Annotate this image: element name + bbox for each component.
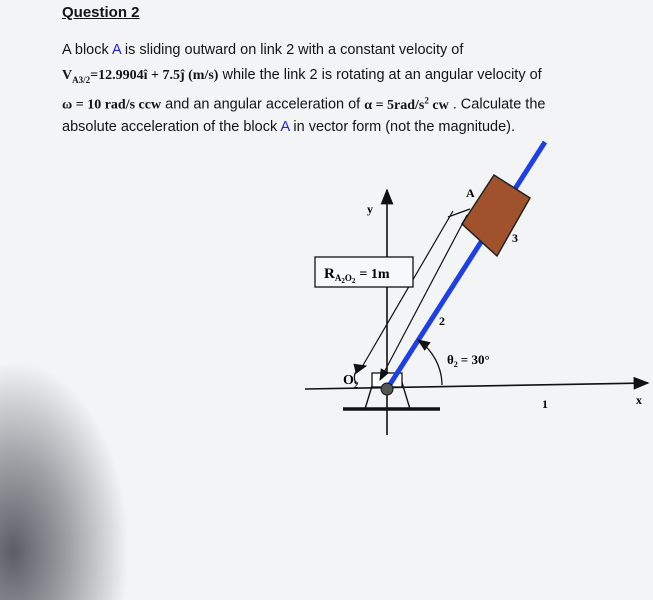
pivot-label-main: O [343,373,354,388]
link-1-label: 1 [542,397,548,411]
r-label-value: = 1m [359,267,390,282]
r-label-sub2: 2 [341,277,345,285]
x-axis-label: x [636,393,642,407]
theta-arc [418,340,442,385]
line4-pre: absolute acceleration of the block [62,119,278,135]
position-vector-r [380,215,467,380]
velocity-sub2: 3/2 [78,74,91,85]
theta-value: = 30° [460,352,490,367]
pivot-pin [381,383,393,395]
line1-post: is sliding outward on link 2 with a constant velocity of [124,42,464,58]
block-name: A [111,42,121,58]
pivot-label [343,373,359,390]
question-title: Question 2 [62,4,140,21]
r-label-sub: A [334,273,342,283]
theta-sub: 2 [453,360,458,369]
velocity-sub: A [72,74,79,85]
omega-expression: ω = 10 rad/s ccw [62,97,162,113]
r-label-sub4: 2 [351,277,356,285]
theta-label [447,352,490,369]
pivot-label-sub: 2 [353,380,359,390]
velocity-symbol: V [62,68,73,83]
alpha-value: α = 5rad/s [364,97,425,113]
r-label-main: R [324,266,335,282]
alpha-sup: 2 [424,95,429,105]
line3-mid: and an angular acceleration of [165,96,361,113]
theta-symbol: θ [447,352,454,367]
line1-pre: A block [62,42,109,58]
line3-post: . Calculate the [452,96,546,113]
line2-post: while the link 2 is rotating at an angular velocity of [222,67,542,83]
velocity-value: =12.9904î + 7.5ĵ (m/s) [90,68,219,83]
block-name-2: A [280,119,290,135]
line4-post: in vector form (not the magnitude). [293,119,516,135]
point-a-label: A [466,186,475,200]
link-3-label: 3 [512,231,518,245]
alpha-direction: cw [432,97,449,113]
y-axis-label: y [367,202,373,216]
dimension-line [362,211,453,367]
r-label-sub3: O [344,273,352,283]
link-2-label: 2 [439,314,445,328]
